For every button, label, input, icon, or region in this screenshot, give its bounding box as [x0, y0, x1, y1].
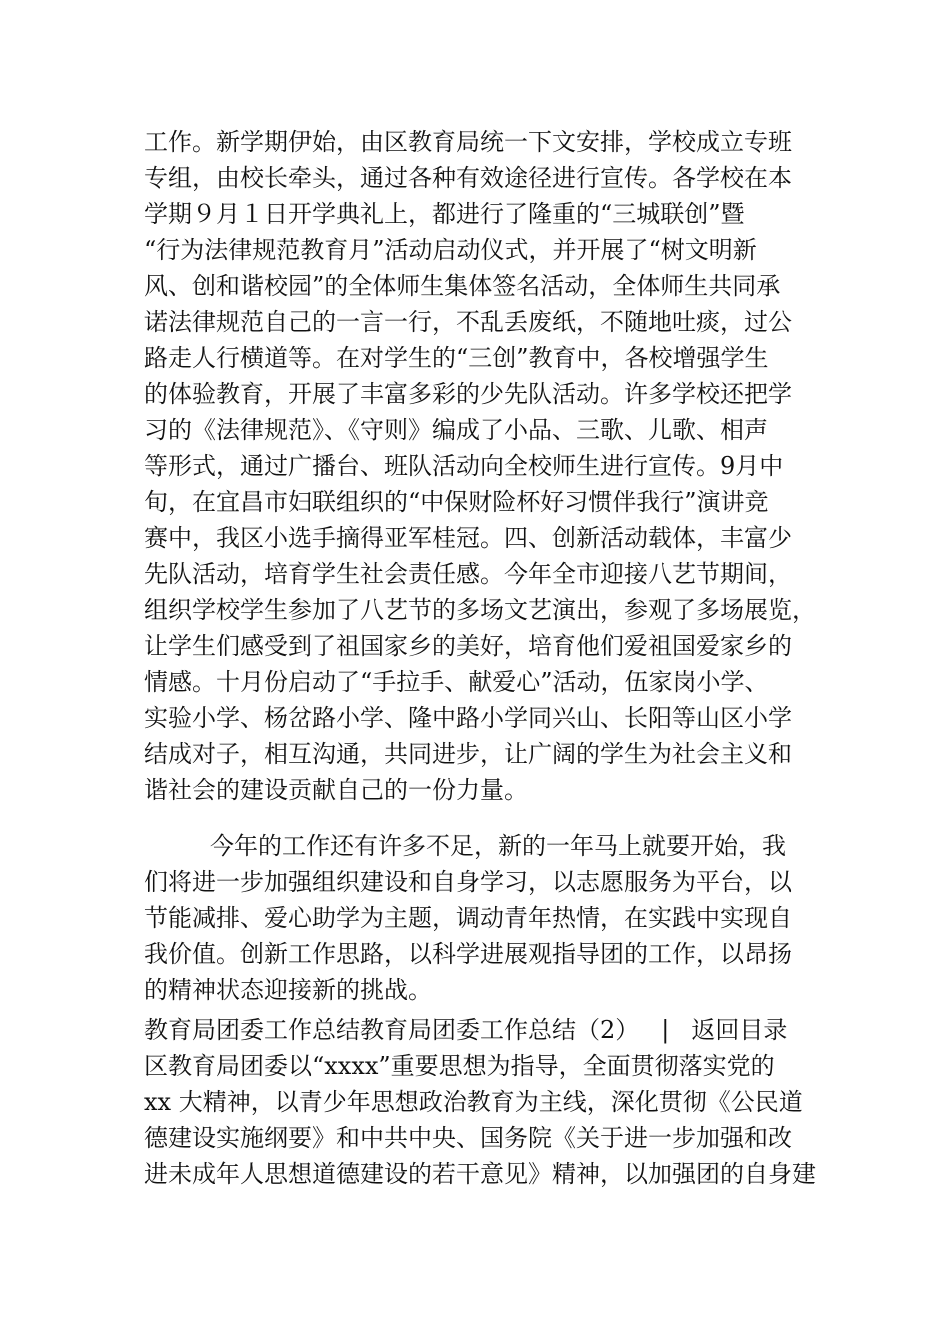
paragraph-line: 我价值。创新工作思路，以科学进展观指导团的工作，以昂扬: [144, 940, 792, 968]
paragraph-line: 结成对子，相互沟通，共同进步，让广阔的学生为社会主义和: [144, 740, 792, 768]
paragraph-line: 路走人行横道等。在对学生的“三创”教育中，各校增强学生: [144, 344, 769, 372]
paragraph-line: 赛中，我区小选手摘得亚军桂冠。四、创新活动载体，丰富少: [144, 524, 792, 552]
section-title: 教育局团委工作总结教育局团委工作总结（2）: [144, 1016, 640, 1044]
paragraph-line: 实验小学、杨岔路小学、隆中路小学同兴山、长阳等山区小学: [144, 704, 792, 732]
paragraph-line: 学期９月１日开学典礼上，都进行了隆重的“三城联创”暨: [144, 200, 745, 228]
paragraph-line: 工作。新学期伊始，由区教育局统一下文安排，学校成立专班: [144, 128, 792, 156]
paragraph-line: 进未成年人思想道德建设的若干意见》精神，以加强团的自身建: [144, 1160, 816, 1188]
heading-separator: |: [661, 1016, 670, 1044]
paragraph-line: 情感。十月份启动了“手拉手、献爱心”活动，伍家岗小学、: [144, 668, 769, 696]
paragraph-line: 今年的工作还有许多不足，新的一年马上就要开始，我: [210, 832, 786, 860]
paragraph-line: 的精神状态迎接新的挑战。: [144, 976, 432, 1004]
paragraph-line: 先队活动，培育学生社会责任感。今年全市迎接八艺节期间，: [144, 560, 792, 588]
section-heading: [144, 1012, 787, 1048]
paragraph-line: “行为法律规范教育月”活动启动仪式，并开展了“树文明新: [144, 236, 757, 264]
paragraph-line: 旬，在宜昌市妇联组织的“中保财险杯好习惯伴我行”演讲竞: [144, 488, 769, 516]
paragraph-line: 等形式，通过广播台、班队活动向全校师生进行宣传。9月中: [144, 452, 784, 480]
paragraph-line: 习的《法律规范》、《守则》编成了小品、三歌、儿歌、相声: [144, 416, 768, 444]
paragraph-line: 专组，由校长牵头，通过各种有效途径进行宣传。各学校在本: [144, 164, 792, 192]
paragraph-line: 节能减排、爱心助学为主题，调动青年热情，在实践中实现自: [144, 904, 792, 932]
paragraph-line: 区教育局团委以“xxxx”重要思想为指导，全面贯彻落实党的: [144, 1052, 775, 1080]
paragraph-line: 让学生们感受到了祖国家乡的美好，培育他们爱祖国爱家乡的: [144, 632, 792, 660]
paragraph-line: 德建设实施纲要》和中共中央、国务院《关于进一步加强和改: [144, 1124, 792, 1152]
back-to-contents-link[interactable]: 返回目录: [691, 1016, 788, 1044]
paragraph-line: 组织学校学生参加了八艺节的多场文艺演出，参观了多场展览，: [144, 596, 816, 624]
paragraph-line: 们将进一步加强组织建设和自身学习，以志愿服务为平台，以: [144, 868, 792, 896]
paragraph-line: 谐社会的建设贡献自己的一份力量。: [144, 776, 528, 804]
paragraph-line: xx 大精神，以青少年思想政治教育为主线，深化贯彻《公民道: [144, 1088, 803, 1116]
paragraph-line: 风、创和谐校园”的全体师生集体签名活动，全体师生共同承: [144, 272, 781, 300]
paragraph-line: 的体验教育，开展了丰富多彩的少先队活动。许多学校还把学: [144, 380, 792, 408]
paragraph-line: 诺法律规范自己的一言一行，不乱丢废纸，不随地吐痰，过公: [144, 308, 792, 336]
